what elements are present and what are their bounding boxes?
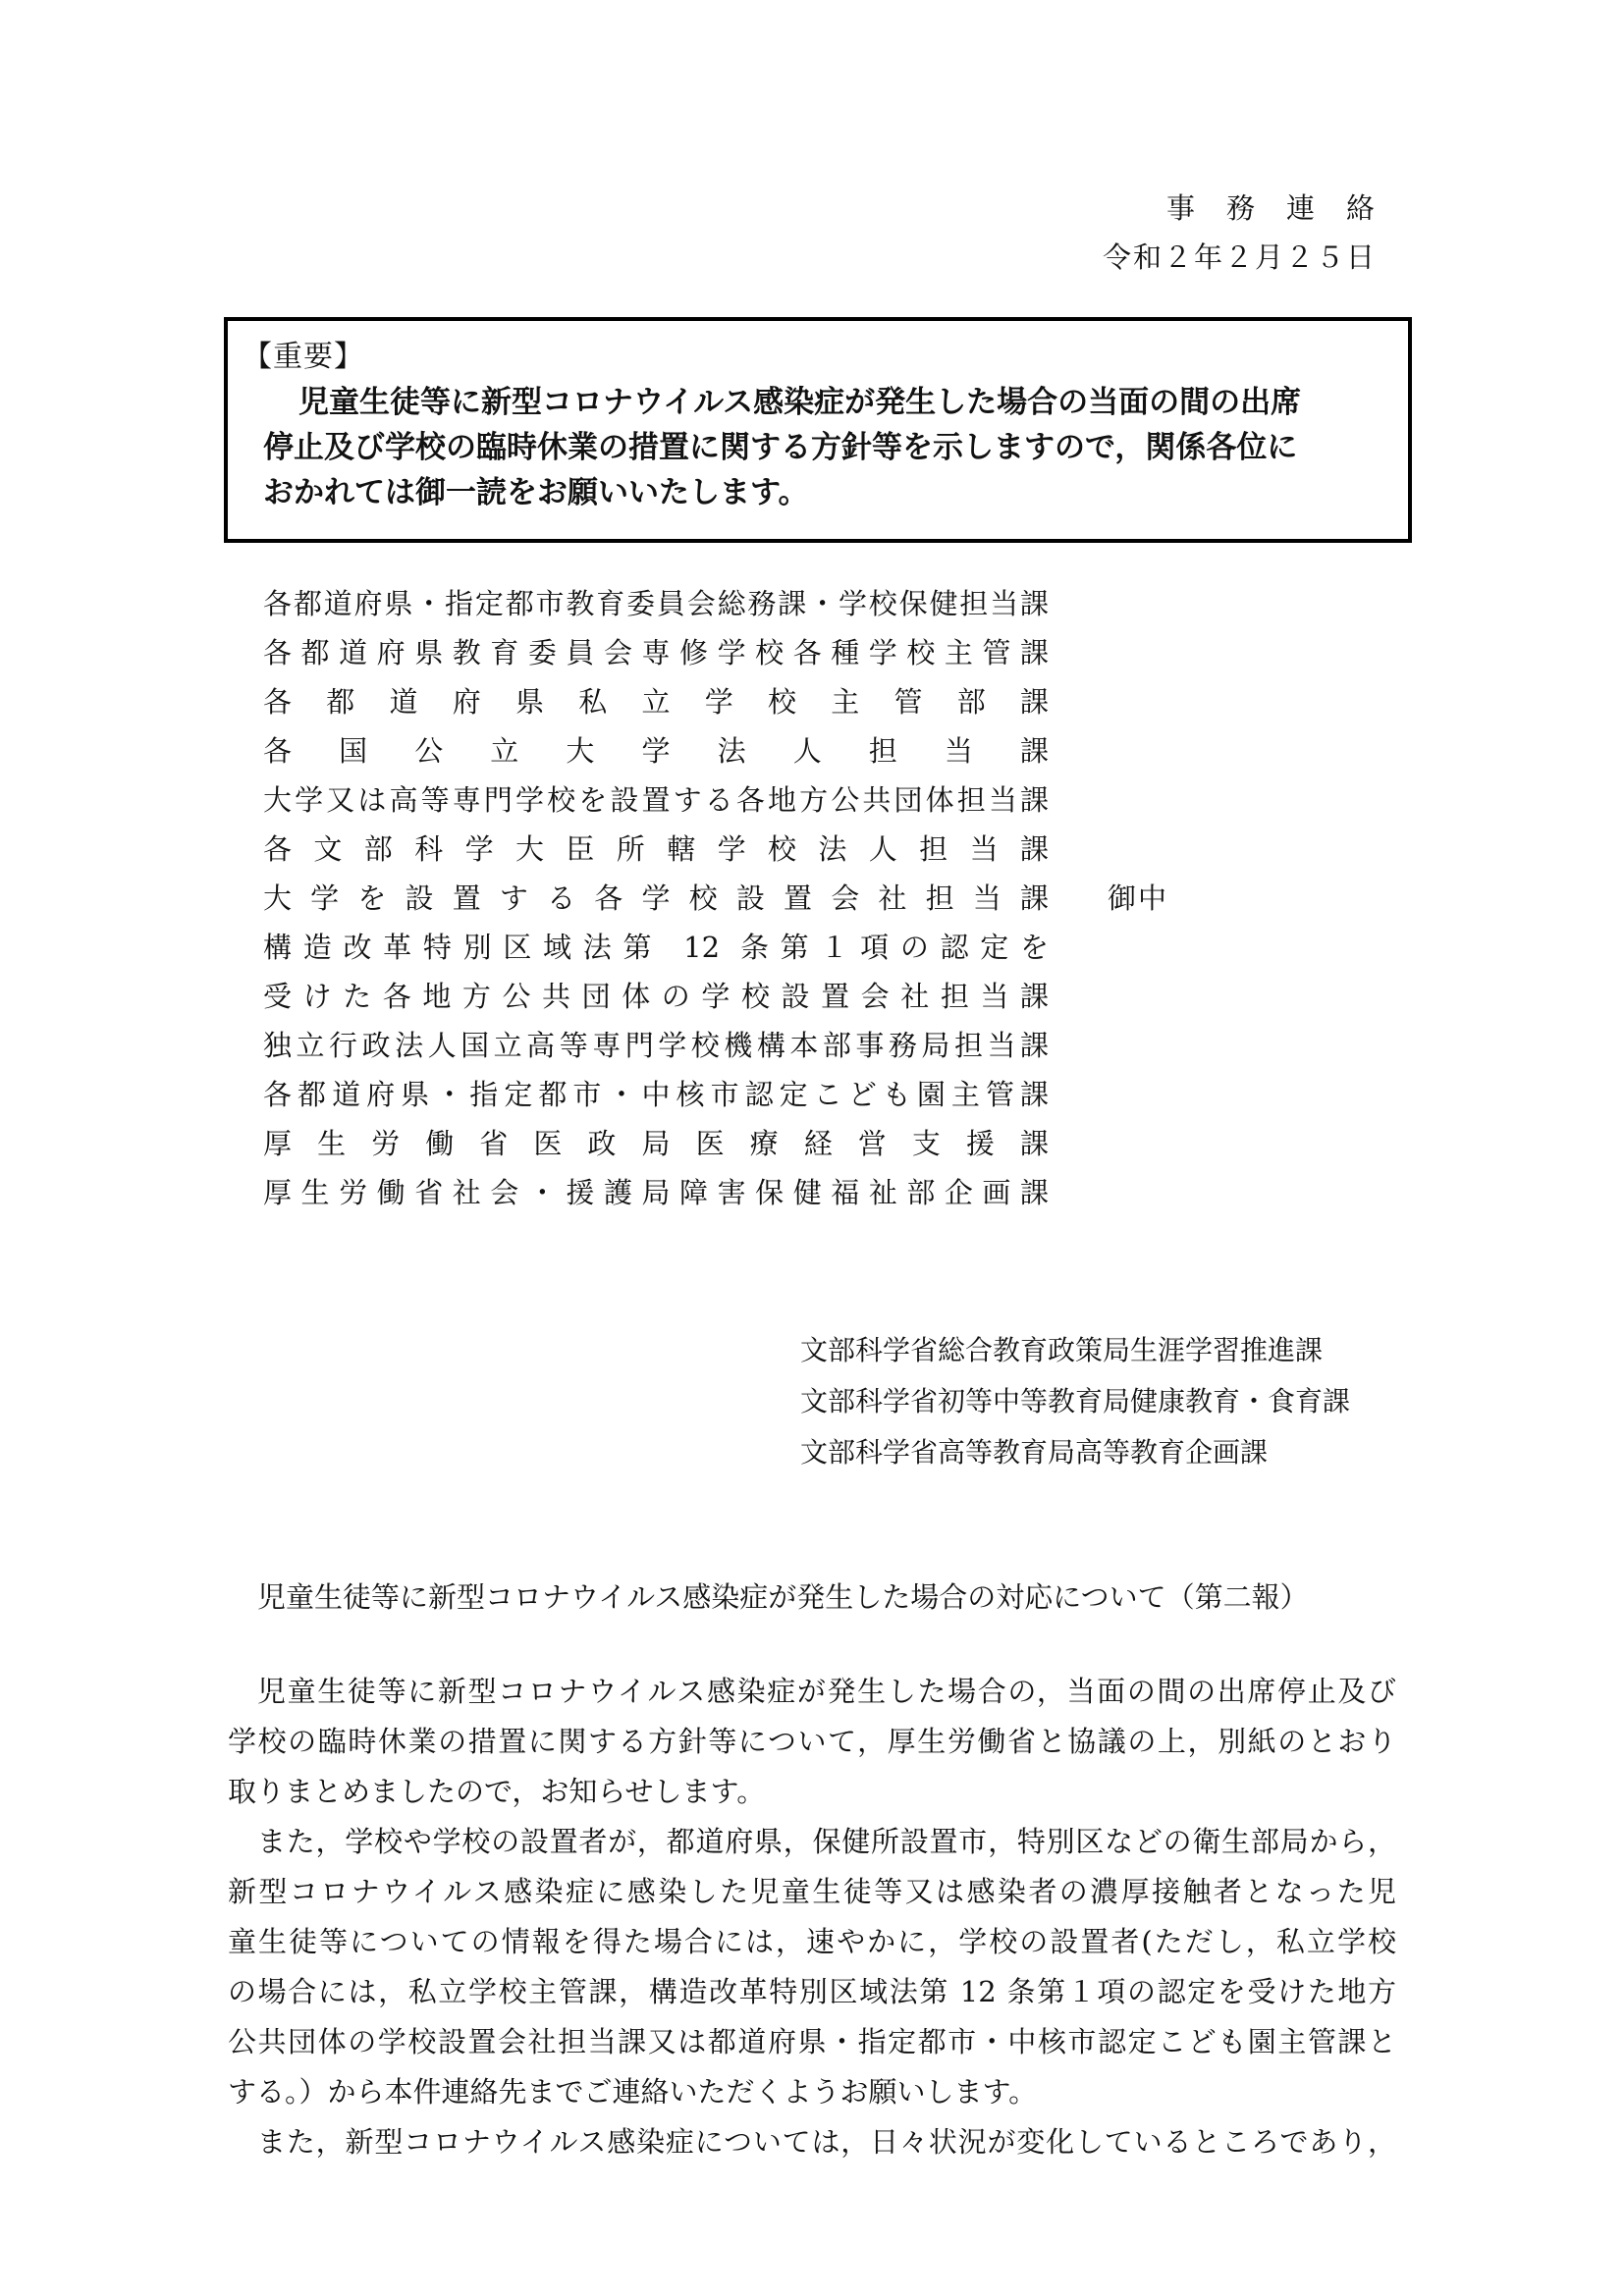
recipient-list	[263, 579, 1049, 1217]
important-notice-box	[224, 317, 1412, 543]
important-line: 停止及び学校の臨時休業の措置に関する方針等を示しますので，関係各位に	[263, 430, 1298, 465]
sender-line: 文部科学省初等中等教育局健康教育・食育課	[800, 1385, 1351, 1417]
recipient-line: 各国公立大学法人担当課	[263, 734, 1049, 768]
body-line: 学校の臨時休業の措置に関する方針等について，厚生労働省と協議の上，別紙のとおり	[228, 1725, 1396, 1758]
recipient-line: 厚生労働省社会・援護局障害保健福祉部企画課	[263, 1176, 1049, 1209]
document-type: 事務連絡	[1165, 191, 1406, 225]
document-subject: 児童生徒等に新型コロナウイルス感染症が発生した場合の対応について（第二報）	[257, 1580, 1309, 1614]
recipient-line: 独立行政法人国立高等専門学校機構本部事務局担当課	[263, 1029, 1049, 1062]
body-line: する。）から本件連絡先までご連絡いただくようお願いします。	[228, 2075, 1038, 2109]
document-body	[228, 1667, 1396, 2167]
important-label: 【重要】	[243, 340, 364, 374]
body-line: また，学校や学校の設置者が，都道府県，保健所設置市，特別区などの衛生部局から，	[257, 1825, 1396, 1858]
body-line: 童生徒等についての情報を得た場合には，速やかに，学校の設置者(ただし，私立学校	[228, 1925, 1396, 1958]
sender-line: 文部科学省高等教育局高等教育企画課	[800, 1436, 1269, 1468]
recipient-suffix: 御中	[1108, 881, 1169, 915]
recipient-line: 各都道府県私立学校主管部課	[263, 685, 1049, 719]
important-line: おかれては御一読をお願いいたします。	[263, 475, 809, 510]
body-line: 児童生徒等に新型コロナウイルス感染症が発生した場合の，当面の間の出席停止及び	[257, 1675, 1396, 1708]
body-line: 取りまとめましたので，お知らせします。	[228, 1775, 766, 1808]
sender-list	[800, 1325, 1350, 1478]
body-line: 新型コロナウイルス感染症に感染した児童生徒等又は感染者の濃厚接触者となった児	[228, 1875, 1396, 1908]
recipient-line: 各文部科学大臣所轄学校法人担当課	[263, 832, 1049, 866]
document-date: 令和２年２月２５日	[1102, 240, 1377, 274]
recipient-line: 大学又は高等専門学校を設置する各地方公共団体担当課	[263, 783, 1049, 817]
recipient-line: 厚生労働省医政局医療経営支援課	[263, 1127, 1049, 1160]
recipient-line: 構造改革特別区域法第 12 条第１項の認定を	[263, 931, 1049, 964]
body-line: また，新型コロナウイルス感染症については，日々状況が変化しているところであり，	[257, 2125, 1396, 2159]
recipient-line: 各都道府県教育委員会専修学校各種学校主管課	[263, 636, 1049, 669]
body-line: の場合には，私立学校主管課，構造改革特別区域法第 12 条第１項の認定を受けた地方	[228, 1975, 1396, 2008]
body-line: 公共団体の学校設置会社担当課又は都道府県・指定都市・中核市認定こども園主管課と	[228, 2025, 1396, 2058]
sender-line: 文部科学省総合教育政策局生涯学習推進課	[800, 1334, 1324, 1366]
recipient-line: 受けた各地方公共団体の学校設置会社担当課	[263, 980, 1049, 1013]
recipient-line: 大学を設置する各学校設置会社担当課	[263, 881, 1049, 915]
important-line: 児童生徒等に新型コロナウイルス感染症が発生した場合の当面の間の出席	[298, 385, 1302, 420]
important-notice-text	[263, 380, 1392, 515]
recipient-line: 各都道府県・指定都市・中核市認定こども園主管課	[263, 1078, 1049, 1111]
recipient-line: 各都道府県・指定都市教育委員会総務課・学校保健担当課	[263, 587, 1049, 620]
